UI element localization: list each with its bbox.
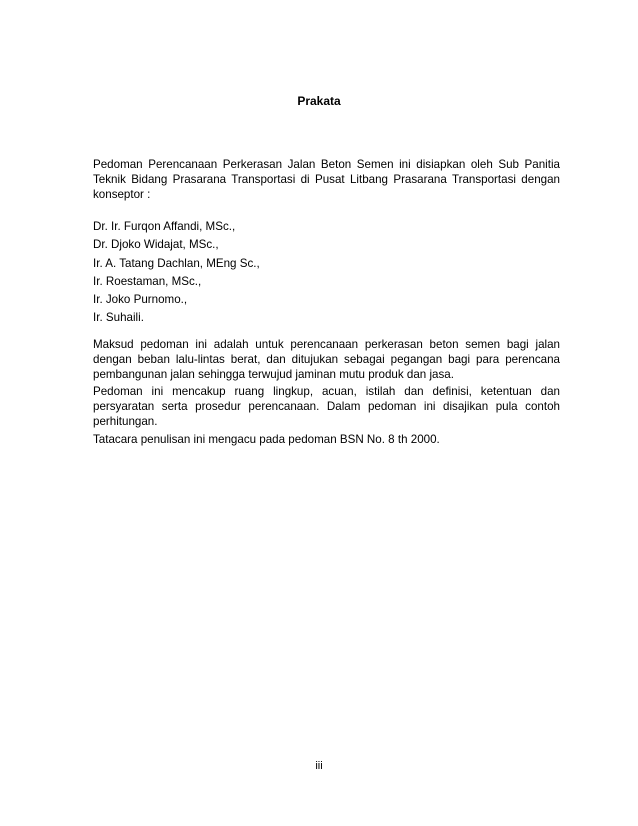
- reference-paragraph: Tatacara penulisan ini mengacu pada pedoman BSN No. 8 th 2000.: [93, 432, 440, 446]
- purpose-paragraph: Maksud pedoman ini adalah untuk perencanaan perkerasan beton semen bagi jalan dengan beban lalu-lintas berat, dan ditujukan sebagai pegangan bagi para perencana pembangunan jalan sehingga terwujud jaminan mutu produk dan jasa.: [93, 337, 560, 381]
- page-number: iii: [315, 760, 323, 772]
- contributor-item: Dr. Djoko Widajat, MSc.,: [93, 238, 219, 252]
- intro-paragraph: Pedoman Perencanaan Perkerasan Jalan Beton Semen ini disiapkan oleh Sub Panitia Teknik Bidang Prasarana Transportasi di Pusat Litbang Prasarana Transportasi dengan konseptor :: [93, 158, 560, 201]
- contributor-item: Dr. Ir. Furqon Affandi, MSc.,: [93, 220, 236, 233]
- scope-paragraph: Pedoman ini mencakup ruang lingkup, acuan, istilah dan definisi, ketentuan dan persyaratan serta prosedur perencanaan. Dalam pedoman ini disajikan pula contoh perhitungan.: [93, 384, 560, 428]
- contributor-item: Ir. Joko Purnomo.,: [93, 293, 188, 307]
- contributor-item: Ir. A. Tatang Dachlan, MEng Sc.,: [93, 256, 260, 270]
- contributor-list: [93, 218, 560, 328]
- contributor-item: Ir. Roestaman, MSc.,: [93, 274, 202, 288]
- page-title: Prakata: [297, 94, 341, 108]
- contributor-item: Ir. Suhaili.: [93, 311, 144, 325]
- document-body: [93, 157, 560, 447]
